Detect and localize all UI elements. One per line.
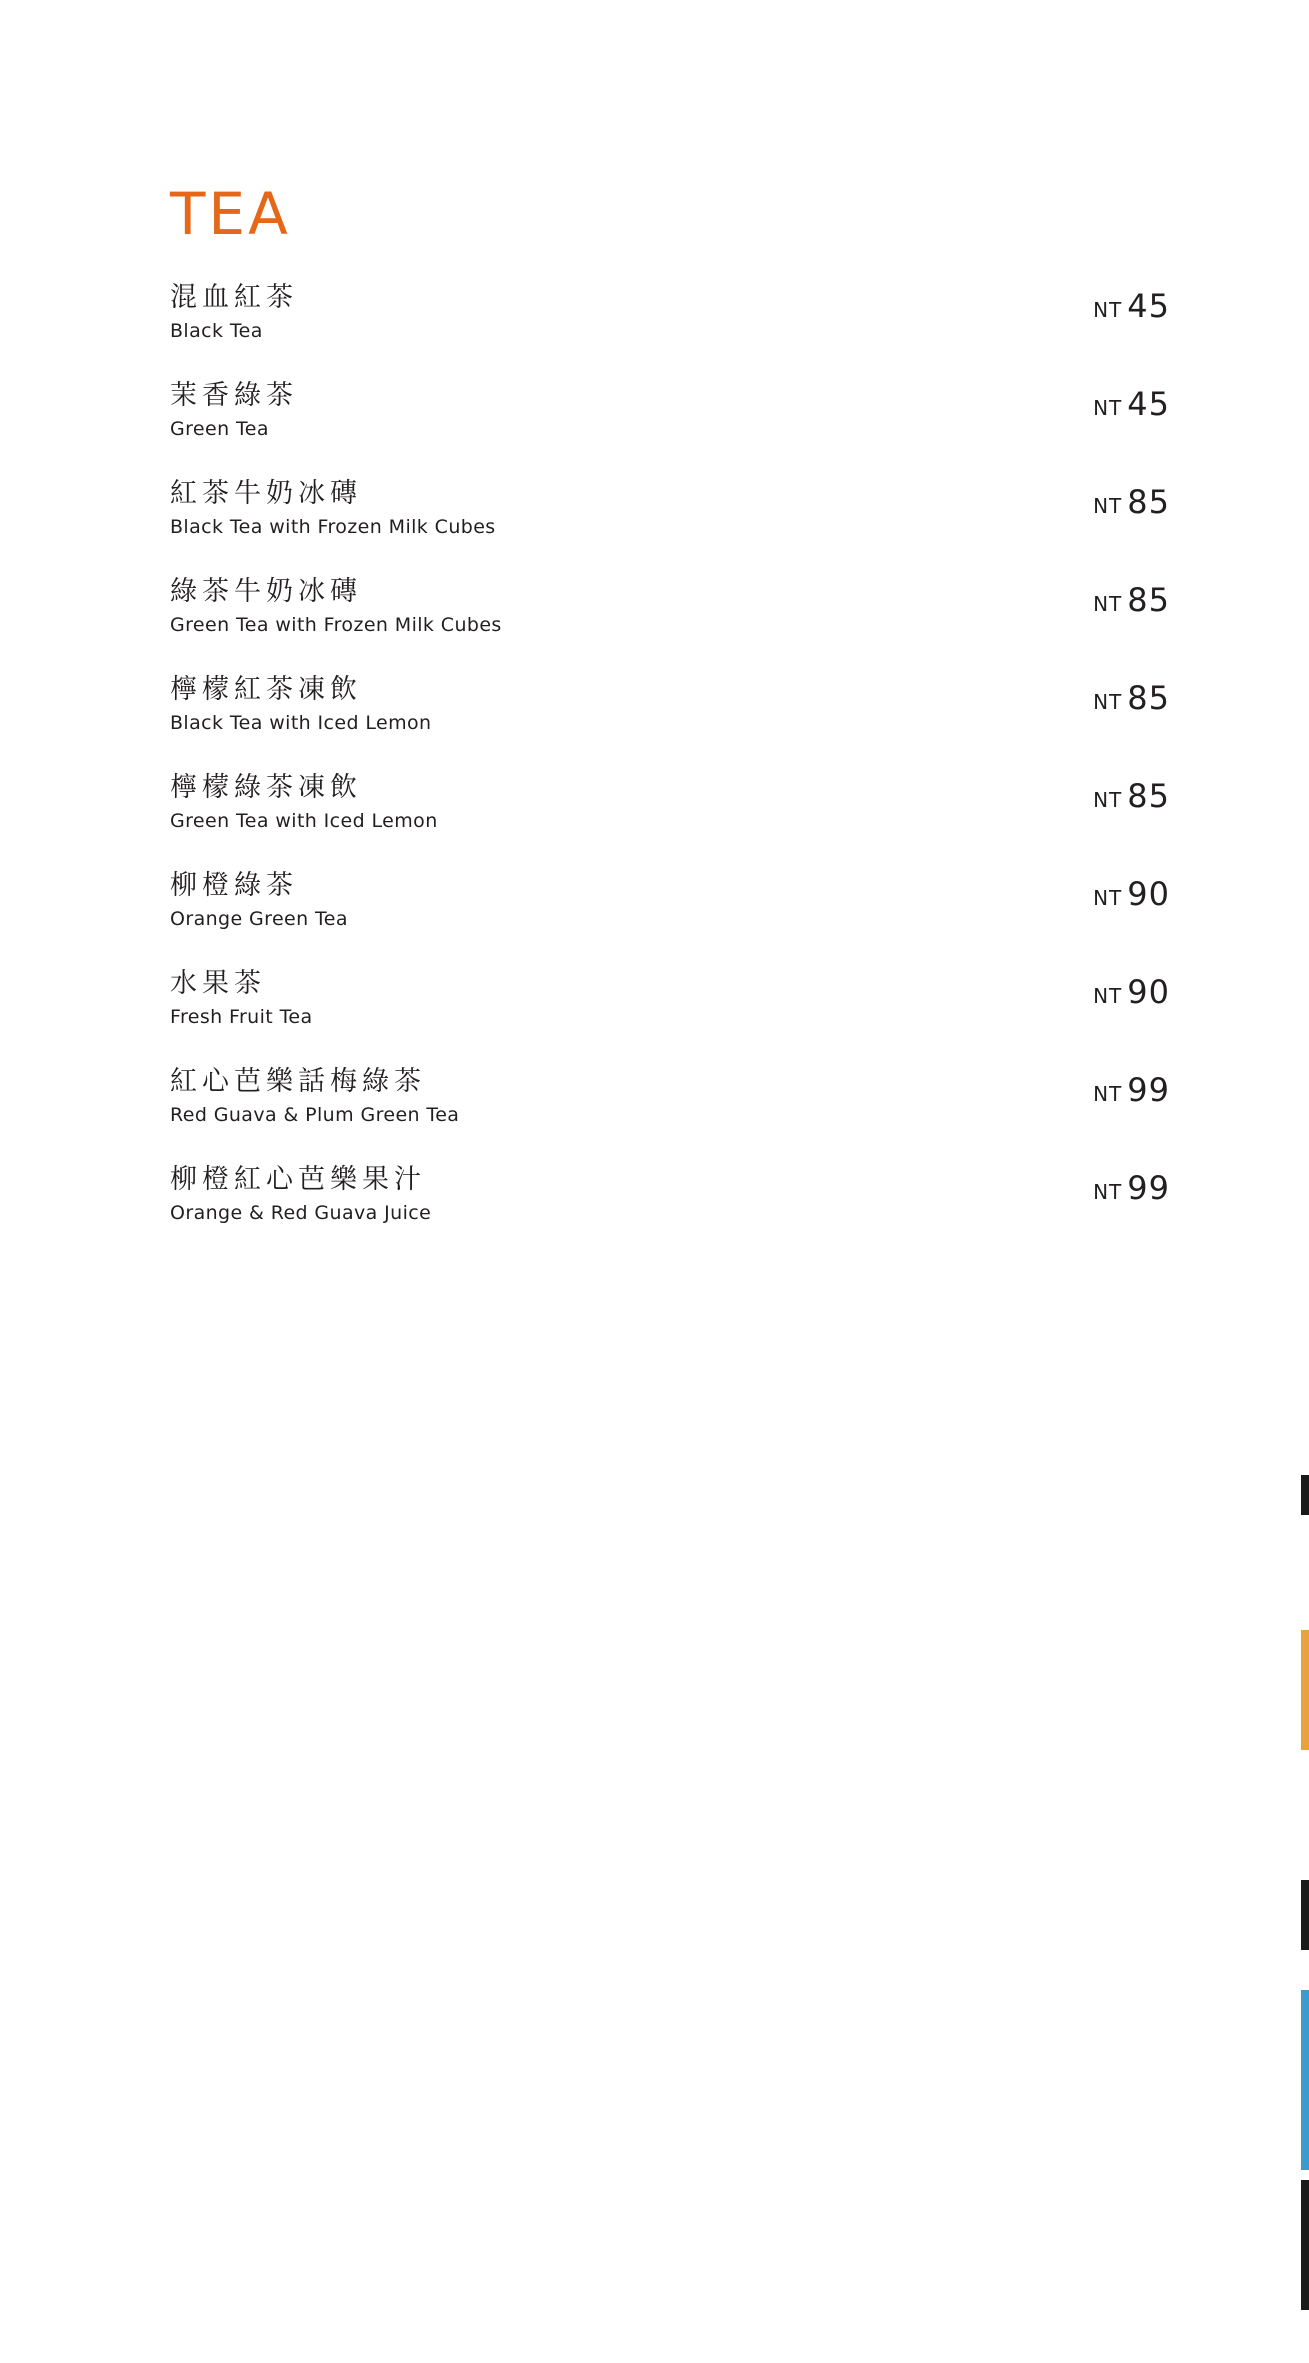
menu-item-text: [170, 281, 1050, 343]
menu-item-name-en: Orange Green Tea: [170, 907, 348, 930]
menu-item-name-zh: 檸檬紅茶凍飲: [170, 674, 362, 705]
price-amount: 45: [1127, 287, 1170, 325]
menu-item-price: [1050, 673, 1170, 717]
menu-item-name-zh: 混血紅茶: [170, 282, 298, 313]
price-currency: NT: [1093, 592, 1123, 616]
menu-item: [170, 1163, 1170, 1261]
menu-item-text: [170, 477, 1050, 539]
menu-item: [170, 379, 1170, 477]
menu-item-name-zh: 紅茶牛奶冰磚: [170, 478, 362, 509]
menu-item-text: [170, 771, 1050, 833]
menu-item-text: [170, 1065, 1050, 1127]
menu-item-name-zh: 水果茶: [170, 968, 266, 999]
price-currency: NT: [1093, 1180, 1123, 1204]
price-amount: 99: [1127, 1071, 1170, 1109]
edge-color-mark-3: [1301, 1880, 1309, 1950]
menu-item: [170, 281, 1170, 379]
menu-item-name-en: Green Tea with Iced Lemon: [170, 809, 438, 832]
menu-item-text: [170, 967, 1050, 1029]
menu-item-name-en: Fresh Fruit Tea: [170, 1005, 313, 1028]
price-amount: 90: [1127, 875, 1170, 913]
menu-item-name-en: Green Tea: [170, 417, 269, 440]
menu-item-text: [170, 379, 1050, 441]
menu-item-name-zh: 茉香綠茶: [170, 380, 298, 411]
menu-item-name-zh: 紅心芭樂話梅綠茶: [170, 1066, 426, 1097]
menu-item: [170, 869, 1170, 967]
menu-item: [170, 673, 1170, 771]
page-title: TEA: [170, 180, 291, 248]
menu-item-text: [170, 575, 1050, 637]
price-amount: 85: [1127, 483, 1170, 521]
menu-item-name-en: Black Tea: [170, 319, 263, 342]
price-amount: 85: [1127, 581, 1170, 619]
menu-item: [170, 1065, 1170, 1163]
price-currency: NT: [1093, 788, 1123, 812]
price-amount: 85: [1127, 777, 1170, 815]
menu-item-name-en: Red Guava & Plum Green Tea: [170, 1103, 460, 1126]
price-amount: 85: [1127, 679, 1170, 717]
menu-item-price: [1050, 967, 1170, 1011]
price-currency: NT: [1093, 886, 1123, 910]
price-currency: NT: [1093, 396, 1123, 420]
price-amount: 90: [1127, 973, 1170, 1011]
menu-item-name-zh: 柳橙綠茶: [170, 870, 298, 901]
menu-item-name-en: Black Tea with Frozen Milk Cubes: [170, 515, 496, 538]
menu-item-price: [1050, 477, 1170, 521]
menu-item-text: [170, 869, 1050, 931]
menu-item: [170, 477, 1170, 575]
menu-item-price: [1050, 1163, 1170, 1207]
menu-item-name-zh: 檸檬綠茶凍飲: [170, 772, 362, 803]
menu-item-price: [1050, 575, 1170, 619]
menu-item-name-en: Black Tea with Iced Lemon: [170, 711, 432, 734]
menu-item-price: [1050, 869, 1170, 913]
menu-item: [170, 575, 1170, 673]
menu-content: [170, 180, 1170, 1261]
edge-color-mark-5: [1301, 2180, 1309, 2310]
menu-item-text: [170, 1163, 1050, 1225]
menu-item-name-en: Orange & Red Guava Juice: [170, 1201, 432, 1224]
price-currency: NT: [1093, 1082, 1123, 1106]
menu-item: [170, 967, 1170, 1065]
menu-item-name-zh: 綠茶牛奶冰磚: [170, 576, 362, 607]
menu-item-list: [170, 281, 1170, 1261]
menu-item-price: [1050, 379, 1170, 423]
edge-color-mark-4: [1301, 1990, 1309, 2170]
edge-color-mark-1: [1301, 1475, 1309, 1515]
menu-item-price: [1050, 1065, 1170, 1109]
edge-color-mark-2: [1301, 1630, 1309, 1750]
menu-item-text: [170, 673, 1050, 735]
menu-item: [170, 771, 1170, 869]
price-currency: NT: [1093, 690, 1123, 714]
price-currency: NT: [1093, 298, 1123, 322]
menu-item-price: [1050, 281, 1170, 325]
price-currency: NT: [1093, 494, 1123, 518]
menu-item-name-zh: 柳橙紅心芭樂果汁: [170, 1164, 426, 1195]
price-currency: NT: [1093, 984, 1123, 1008]
price-amount: 45: [1127, 385, 1170, 423]
menu-item-price: [1050, 771, 1170, 815]
price-amount: 99: [1127, 1169, 1170, 1207]
menu-item-name-en: Green Tea with Frozen Milk Cubes: [170, 613, 502, 636]
